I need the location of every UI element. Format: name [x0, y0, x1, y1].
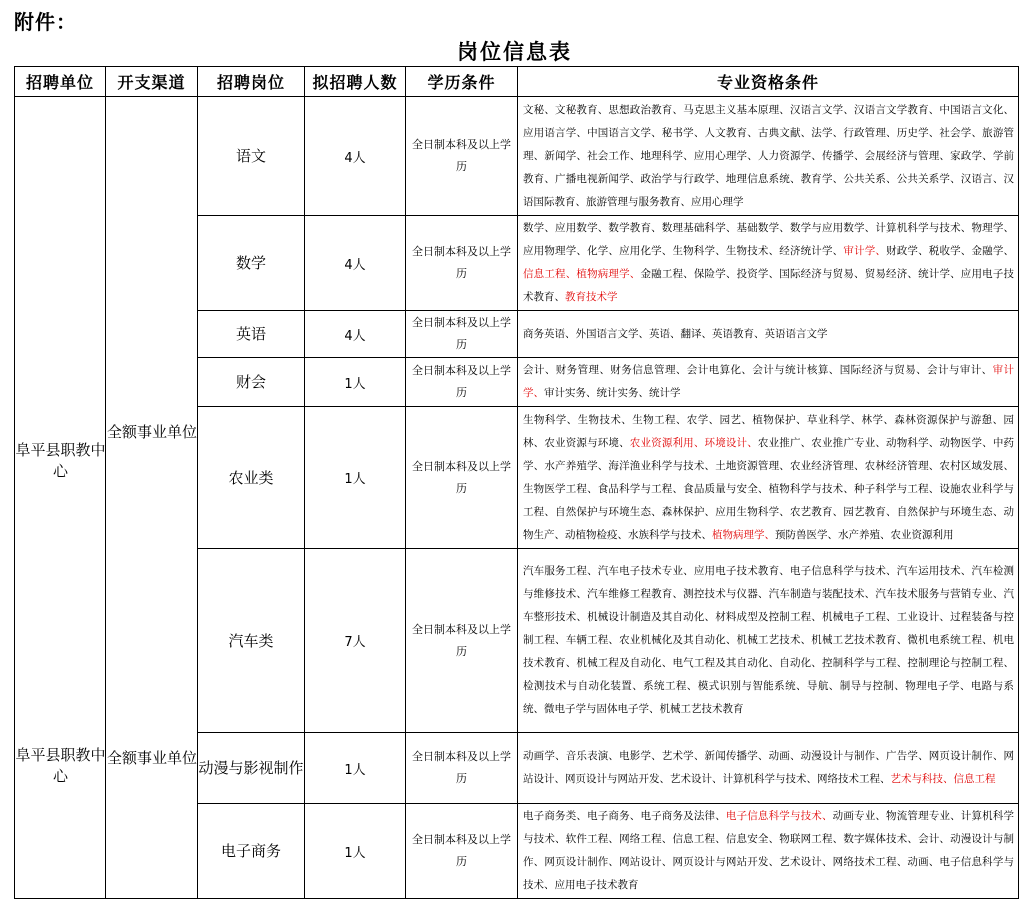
qualification-highlight: 农业资源利用、环境设计、 — [629, 436, 758, 449]
qualification-text: 动画专业、物流管理专业、计算机科学与技术、软件工程、网络工程、信息工程、信息安全、物联网工程、数字媒体技术、会计、动漫设计与制作、网页设计制作、网站设计、网页设计与网站开发、艺术设计、网络技术工程、动画、电子信息科学与技术、应用电子技术教育 — [523, 810, 1015, 891]
channel-first: 全额事业单位 — [106, 423, 197, 441]
qualification-cell — [518, 97, 1019, 216]
position-cell: 农业类 — [198, 407, 305, 549]
channel-cell — [106, 97, 198, 899]
qualification-cell — [518, 733, 1019, 804]
education-cell: 全日制本科及以上学历 — [406, 733, 518, 804]
qualification-text: 会计、财务管理、财务信息管理、会计电算化、会计与统计核算、国际经济与贸易、会计与审计、 — [523, 364, 993, 376]
position-cell: 动漫与影视制作 — [198, 733, 305, 804]
header-count: 拟招聘人数 — [305, 67, 406, 97]
qualification-text: 电子商务类、电子商务、电子商务及法律、 — [523, 810, 726, 822]
position-cell: 财会 — [198, 358, 305, 407]
position-cell: 英语 — [198, 311, 305, 358]
header-qualification: 专业资格条件 — [518, 67, 1019, 97]
qualification-highlight: 信息工程、植物病理学、 — [523, 268, 641, 280]
header-position: 招聘岗位 — [198, 67, 305, 97]
qualification-cell — [518, 216, 1019, 311]
count-cell: 4人 — [305, 97, 406, 216]
qualification-highlight: 植物病理学、 — [712, 528, 775, 541]
education-cell: 全日制本科及以上学历 — [406, 549, 518, 733]
qualification-highlight: 审计学、 — [843, 245, 887, 257]
education-cell: 全日制本科及以上学历 — [406, 311, 518, 358]
header-unit: 招聘单位 — [15, 67, 106, 97]
header-row — [15, 67, 1019, 97]
header-channel: 开支渠道 — [106, 67, 198, 97]
education-cell: 全日制本科及以上学历 — [406, 358, 518, 407]
qualification-cell — [518, 311, 1019, 358]
count-cell: 4人 — [305, 216, 406, 311]
education-cell: 全日制本科及以上学历 — [406, 407, 518, 549]
qualification-text: 预防兽医学、水产养殖、农业资源利用 — [775, 528, 954, 541]
count-cell: 1人 — [305, 358, 406, 407]
qualification-cell — [518, 804, 1019, 899]
qualification-text: 财政学、税收学、金融学、 — [886, 245, 1015, 257]
qualification-highlight: 审计学、 — [523, 364, 1014, 399]
qualification-text: 金融工程、保险学、投资学、国际经济与贸易、贸易经济、统计学、应用电子技术教育、 — [523, 268, 1015, 303]
position-cell: 语文 — [198, 97, 305, 216]
count-cell: 4人 — [305, 311, 406, 358]
position-cell: 电子商务 — [198, 804, 305, 899]
unit-first: 阜平县职教中心 — [15, 441, 106, 480]
education-cell: 全日制本科及以上学历 — [406, 216, 518, 311]
count-cell: 7人 — [305, 549, 406, 733]
position-cell: 数学 — [198, 216, 305, 311]
count-cell: 1人 — [305, 804, 406, 899]
qualification-text: 汽车服务工程、汽车电子技术专业、应用电子技术教育、电子信息科学与技术、汽车运用技术、汽车检测与维修技术、汽车维修工程教育、测控技术与仪器、汽车制造与装配技术、汽车技术服务与营销专业、汽车整形技术、机械设计制造及其自动化、材料成型及控制工程、机械电子工程、工业设计、过程装备与控制工程、车辆工程、农业机械化及其自动化、机械工艺技术、机械工艺技术教育、微机电系统工程、机电技术教育、机械工程及自动化、电气工程及其自动化、自动化、控制科学与工程、控制理论与控制工程、检测技术与自动化装置、系统工程、模式识别与智能系统、导航、制导与控制、物理电子学、电路与系统、微电子学与固体电子学、机械工艺技术教育 — [523, 565, 1014, 715]
qualification-text: 农业推广、农业推广专业、动物科学、动物医学、中药学、水产养殖学、海洋渔业科学与技术、土地资源管理、农业经济管理、农林经济管理、农村区域发展、生物医学工程、食品科学与工程、食品质量与安全、植物科学与技术、种子科学与工程、设施农业科学与工程、自然保护与环境生态、森林保护、应用生物科学、农艺教育、园艺教育、自然保护与环境生态、动物生产、动植物检疫、水族科学与技术、 — [523, 436, 1015, 541]
count-cell: 1人 — [305, 733, 406, 804]
qualification-text: 动画学、音乐表演、电影学、艺术学、新闻传播学、动画、动漫设计与制作、广告学、网页设计制作、网站设计、网页设计与网站开发、艺术设计、计算机科学与技术、网络技术工程、 — [523, 750, 1014, 785]
unit-cell — [15, 97, 106, 899]
qualification-highlight: 教育技术学 — [565, 291, 618, 303]
qualification-cell — [518, 549, 1019, 733]
qualification-cell — [518, 407, 1019, 549]
header-education: 学历条件 — [406, 67, 518, 97]
qualification-text: 审计实务、统计实务、统计学 — [544, 387, 681, 399]
table-title: 岗位信息表 — [457, 40, 572, 64]
qualification-cell — [518, 358, 1019, 407]
qualification-text: 文秘、文秘教育、思想政治教育、马克思主义基本原理、汉语言文学、汉语言文学教育、中国语言文化、应用语言学、中国语言文学、秘书学、人文教育、古典文献、法学、行政管理、历史学、社会学、旅游管理、新闻学、社会工作、地理科学、应用心理学、人力资源学、传播学、会展经济与管理、家政学、学前教育、广播电视新闻学、政治学与行政学、地理信息系统、教育学、公共关系、公共关系学、汉语言、汉语国际教育、旅游管理与服务教育、应用心理学 — [523, 103, 1014, 208]
attachment-label: 附件： — [14, 10, 77, 34]
channel-second: 全额事业单位 — [106, 749, 197, 767]
qualification-highlight: 艺术与科技、信息工程 — [890, 773, 996, 785]
table-row — [15, 97, 1019, 216]
education-cell: 全日制本科及以上学历 — [406, 804, 518, 899]
education-cell: 全日制本科及以上学历 — [406, 97, 518, 216]
position-cell: 汽车类 — [198, 549, 305, 733]
position-info-table — [14, 66, 1019, 899]
qualification-highlight: 电子信息科学与技术、 — [725, 810, 833, 822]
qualification-text: 生物科学、生物技术、生物工程、农学、园艺、植物保护、草业科学、林学、森林资源保护与游憩、园林、农业资源与环境、 — [523, 413, 1014, 449]
qualification-text: 数学、应用数学、数学教育、数理基础科学、基础数学、数学与应用数学、计算机科学与技术、物理学、应用物理学、化学、应用化学、生物科学、生物技术、经济统计学、 — [523, 222, 1014, 257]
unit-second: 阜平县职教中心 — [15, 746, 106, 785]
count-cell: 1人 — [305, 407, 406, 549]
qualification-text: 商务英语、外国语言文学、英语、翻译、英语教育、英语语言文学 — [523, 327, 828, 340]
